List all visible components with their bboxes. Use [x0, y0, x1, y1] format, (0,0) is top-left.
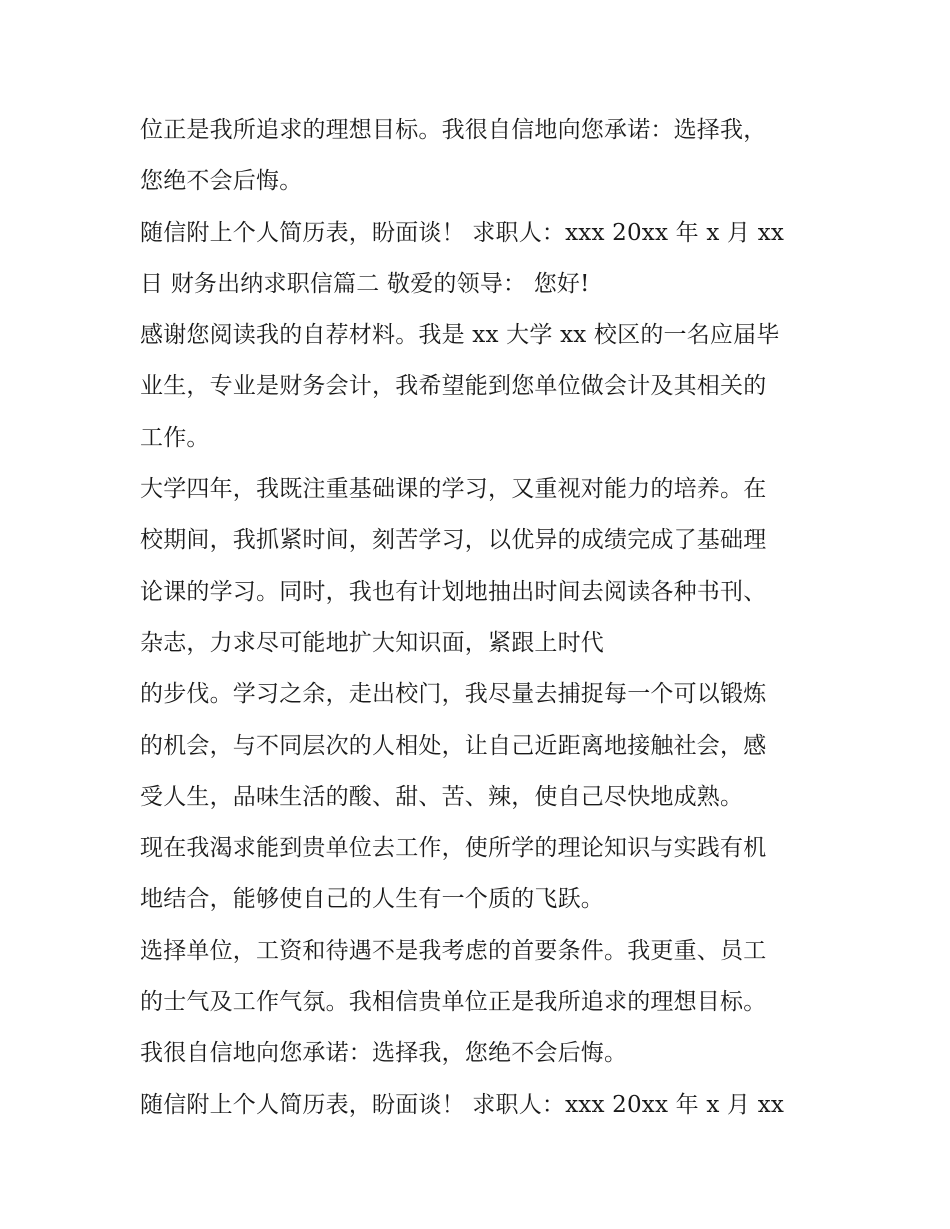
- text-line: 现在我渴求能到贵单位去工作，使所学的理论知识与实践有机: [140, 835, 767, 862]
- text-line: 业生，专业是财务会计，我希望能到您单位做会计及其相关的: [140, 373, 767, 400]
- text-line: 感谢您阅读我的自荐材料。我是 xx 大学 xx 校区的一名应届毕: [140, 322, 780, 349]
- text-line: 选择单位，工资和待遇不是我考虑的首要条件。我更重、员工: [140, 937, 767, 964]
- text-line: 的士气及工作气氛。我相信贵单位正是我所追求的理想目标。: [140, 989, 767, 1016]
- text-line: 工作。: [140, 424, 210, 451]
- text-line: 的步伐。学习之余，走出校门，我尽量去捕捉每一个可以锻炼: [140, 681, 767, 708]
- letter-body: [140, 105, 830, 1131]
- text-line: 我很自信地向您承诺：选择我，您绝不会后悔。: [140, 1040, 628, 1067]
- text-line: 校期间，我抓紧时间，刻苦学习，以优异的成绩完成了基础理: [140, 527, 767, 554]
- text-line: 受人生，品味生活的酸、甜、苦、辣，使自己尽快地成熟。: [140, 783, 744, 810]
- text-line: 大学四年，我既注重基础课的学习，又重视对能力的培养。在: [140, 476, 767, 503]
- text-line: 论课的学习。同时，我也有计划地抽出时间去阅读各种书刊、: [140, 578, 767, 605]
- text-line: 地结合，能够使自己的人生有一个质的飞跃。: [140, 886, 604, 913]
- text-line: 杂志，力求尽可能地扩大知识面，紧跟上时代: [140, 629, 604, 656]
- text-line: 的机会，与不同层次的人相处，让自己近距离地接触社会，感: [140, 732, 767, 759]
- text-line: 您绝不会后悔。: [140, 168, 303, 195]
- text-line: 位正是我所追求的理想目标。我很自信地向您承诺：选择我，: [140, 117, 767, 143]
- text-line: 随信附上个人简历表，盼面谈！ 求职人：xxx 20xx 年 x 月 xx: [140, 1091, 785, 1118]
- text-line: 日 财务出纳求职信篇二 敬爱的领导： 您好!: [140, 270, 590, 297]
- text-line: 随信附上个人简历表，盼面谈！ 求职人：xxx 20xx 年 x 月 xx: [140, 219, 785, 246]
